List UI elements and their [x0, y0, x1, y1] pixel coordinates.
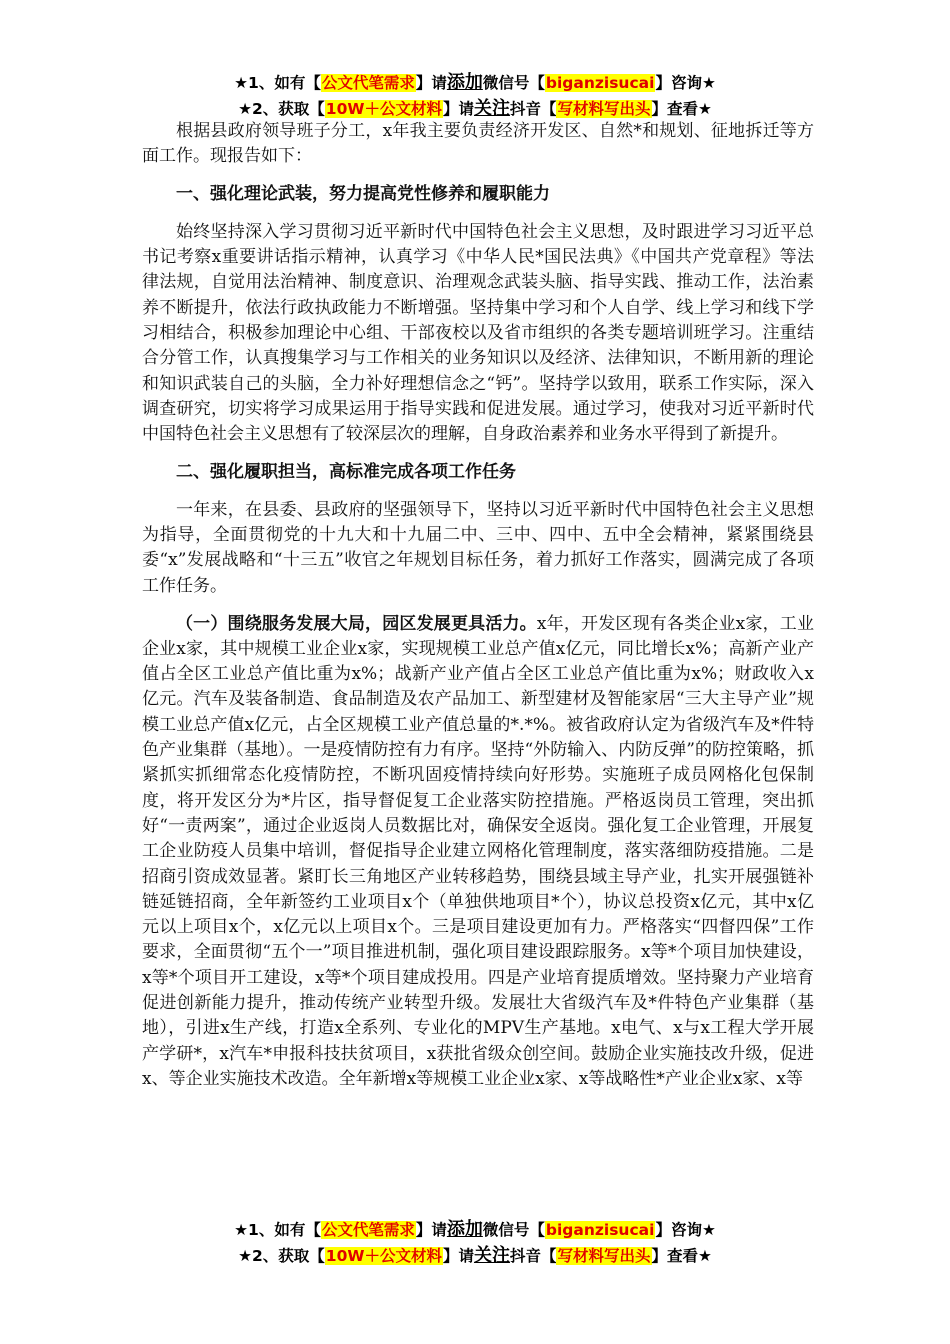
- banner-text: 】请: [415, 74, 447, 92]
- banner-text: 】咨询★: [655, 1221, 716, 1239]
- banner-text: 】查看★: [651, 1247, 712, 1265]
- top-banner: [0, 70, 950, 122]
- highlight-text: 公文代笔需求: [321, 1221, 415, 1239]
- banner-text: 抖音【: [509, 100, 557, 118]
- banner-text: 】请: [442, 1247, 474, 1265]
- banner-text: 】咨询★: [655, 74, 716, 92]
- douyin-account: 写材料写出头: [557, 1247, 651, 1265]
- section-1-paragraph: 始终坚持深入学习贯彻习近平新时代中国特色社会主义思想，及时跟进学习习近平总书记考察x重要讲话指示精神，认真学习《中华人民*国民法典》《中国共产党章程》等法律法规，自觉用法治精神、制度意识、治理观念武装头脑、指导实践、推动工作，法治素养不断提升，依法行政执政能力不断增强。坚持集中学习和个人自学、线上学习和线下学习相结合，积极参加理论中心组、干部夜校以及省市组织的各类专题培训班学习。注重结合分管工作，认真搜集学习与工作相关的业务知识以及经济、法律知识，不断用新的理论和知识武装自己的头脑，全力补好理想信念之“钙”。坚持学以致用，联系工作实际，深入调查研究，切实将学习成果运用于指导实践和促进发展。通过学习，使我对习近平新时代中国特色社会主义思想有了较深层次的理解，自身政治素养和业务水平得到了新提升。: [142, 221, 814, 445]
- document-body: [142, 119, 814, 1092]
- wechat-id: biganzisucai: [545, 74, 655, 92]
- underlined-text: 关注: [473, 1245, 510, 1266]
- banner-text: 】请: [442, 100, 474, 118]
- banner-text: ★1、如有【: [234, 74, 321, 92]
- banner-text: ★2、获取【: [238, 1247, 325, 1265]
- banner-text: ★1、如有【: [234, 1221, 321, 1239]
- subsection-1-paragraph: [142, 612, 814, 1093]
- underlined-text: 添加: [446, 1219, 483, 1240]
- banner-text: 微信号【: [482, 1221, 545, 1239]
- underlined-text: 关注: [473, 98, 510, 119]
- underlined-text: 添加: [446, 72, 483, 93]
- section-1-heading: 一、强化理论武装，努力提高党性修养和履职能力: [176, 184, 550, 205]
- subsection-1-text: x年，开发区现有各类企业x家，工业企业x家，其中规模工业企业x家，实现规模工业总产值x亿元，同比增长x%；高新产业产值占全区工业总产值比重为x%；战新产业产值占全区工业总产值比重为x%；财政收入x亿元。汽车及装备制造、食品制造及农产品加工、新型建材及智能家居“三大主导产业”规模工业总产值x亿元，占全区规模工业产值总量的*.*%。被省政府认定为省级汽车及*件特色产业集群（基地）。一是疫情防控有力有序。坚持“外防输入、内防反弹”的防控策略，抓紧抓实抓细常态化疫情防控，不断巩固疫情持续向好形势。实施班子成员网格化包保制度，将开发区分为*片区，指导督促复工企业落实防控措施。严格返岗员工管理，突出抓好“一责两案”，通过企业返岗人员数据比对，确保安全返岗。强化复工企业管理，开展复工企业防疫人员集中培训，督促指导企业建立网格化管理制度，落实落细防疫措施。二是招商引资成效显著。紧盯长三角地区产业转移趋势，围绕县域主导产业，扎实开展强链补链延链招商，全年新签约工业项目x个（单独供地项目*个），协议总投资x亿元，其中x亿元以上项目x个，x亿元以上项目x个。三是项目建设更加有力。严格落实“四督四保”工作要求，全面贯彻“五个一”项目推进机制，强化项目建设跟踪服务。x等*个项目加快建设，x等*个项目开工建设，x等*个项目建成投用。四是产业培育提质增效。坚持聚力产业培育促进创新能力提升，推动传统产业转型升级。发展壮大省级汽车及*件特色产业集群（基地），引进x生产线，打造x全系列、专业化的MPV生产基地。x电气、x与x工程大学开展产学研*，x汽车*申报科技扶贫项目，x获批省级众创空间。鼓励企业实施技改升级，促进x、等企业实施技术改造。全年新增x等规模工业企业x家、x等战略性*产业企业x家、x等: [142, 613, 814, 1089]
- banner-line-2: [0, 1243, 950, 1269]
- banner-text: ★2、获取【: [238, 100, 325, 118]
- banner-line-1: [0, 1217, 950, 1243]
- highlight-text: 10W＋公文材料: [325, 1247, 442, 1265]
- section-2-paragraph: 一年来，在县委、县政府的坚强领导下，坚持以习近平新时代中国特色社会主义思想为指导，全面贯彻党的十九大和十九届二中、三中、四中、五中全会精神，紧紧围绕县委“x”发展战略和“十三五”收官之年规划目标任务，着力抓好工作落实，圆满完成了各项工作任务。: [142, 499, 814, 596]
- bottom-banner: [0, 1217, 950, 1269]
- subsection-1-heading: （一）围绕服务发展大局，园区发展更具活力。: [176, 613, 537, 634]
- banner-text: 】请: [415, 1221, 447, 1239]
- highlight-text: 公文代笔需求: [321, 74, 415, 92]
- banner-text: 】查看★: [651, 100, 712, 118]
- banner-line-1: [0, 70, 950, 96]
- banner-text: 抖音【: [509, 1247, 557, 1265]
- highlight-text: 10W＋公文材料: [325, 100, 442, 118]
- intro-paragraph: 根据县政府领导班子分工，x年我主要负责经济开发区、自然*和规划、征地拆迁等方面工作。现报告如下：: [142, 121, 814, 167]
- section-2-heading: 二、强化履职担当，高标准完成各项工作任务: [176, 462, 516, 483]
- wechat-id: biganzisucai: [545, 1221, 655, 1239]
- banner-text: 微信号【: [482, 74, 545, 92]
- douyin-account: 写材料写出头: [557, 100, 651, 118]
